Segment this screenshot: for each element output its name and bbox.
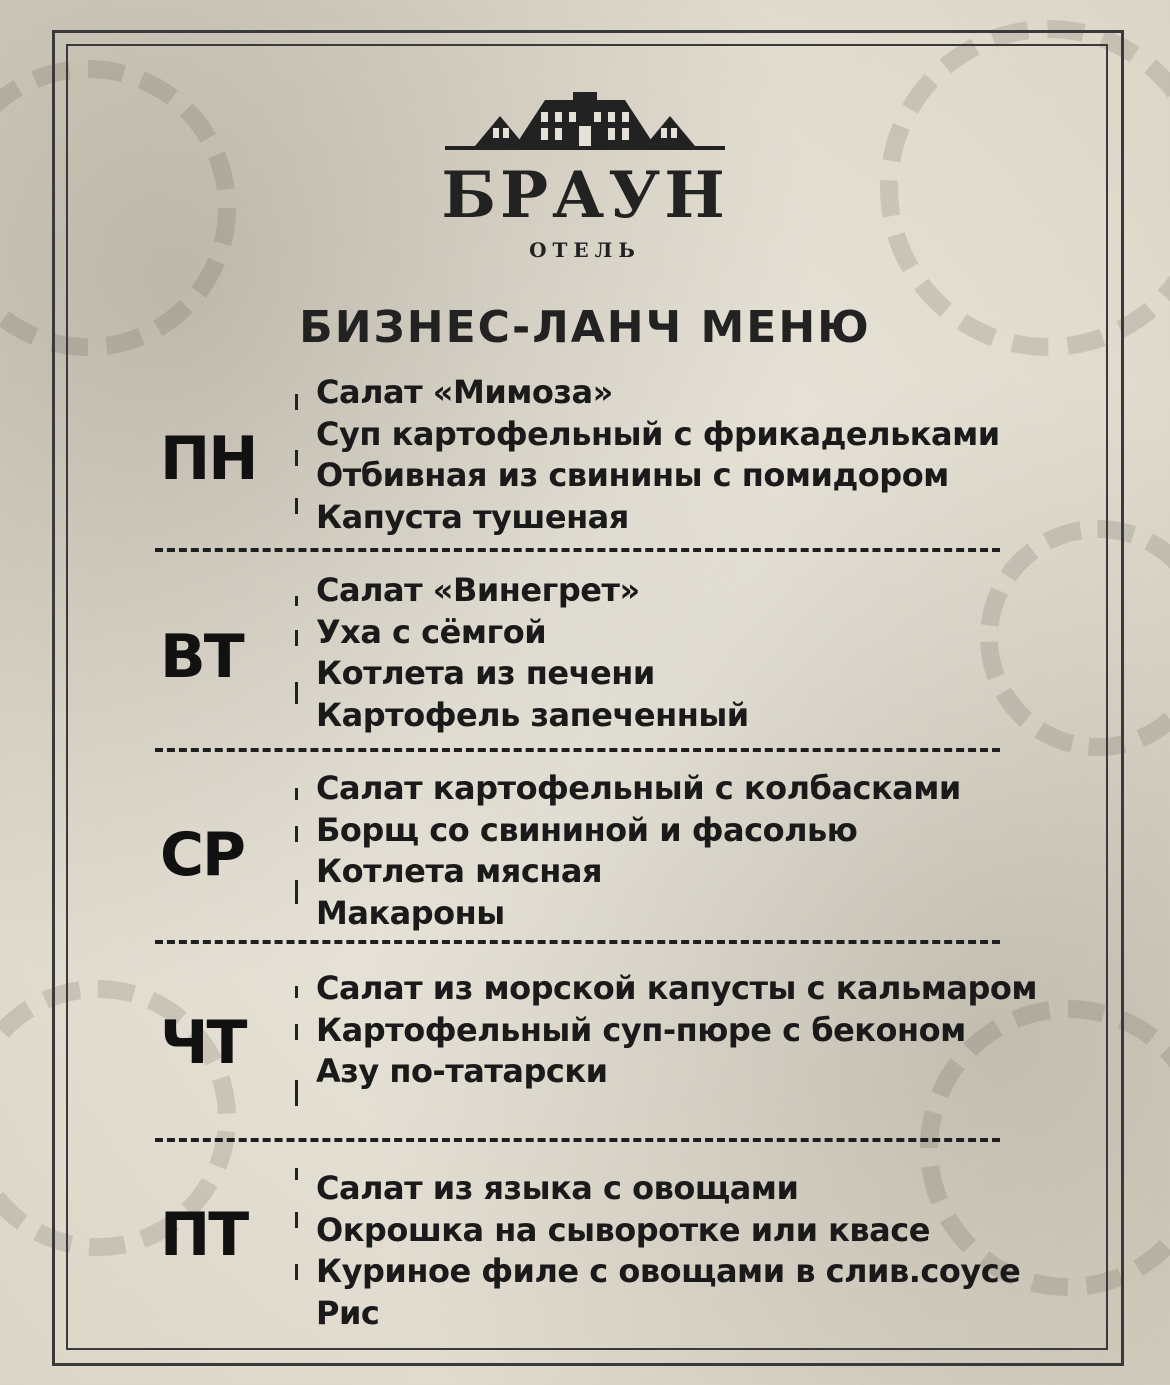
separator-tick bbox=[295, 394, 298, 410]
separator-tick bbox=[295, 596, 298, 606]
separator-tick bbox=[295, 788, 298, 800]
day-label: ПТ bbox=[160, 1200, 248, 1270]
separator-tick bbox=[295, 1024, 298, 1040]
separator-tick bbox=[295, 682, 298, 704]
day-label: ПН bbox=[160, 424, 257, 494]
dish-item: Салат «Винегрет» bbox=[316, 571, 640, 609]
dish-item: Капуста тушеная bbox=[316, 497, 629, 536]
dish-item: Котлета мясная bbox=[316, 852, 603, 890]
dish-item: Азу по-татарски bbox=[316, 1052, 608, 1090]
dish-list bbox=[316, 1168, 1020, 1334]
dashed-divider bbox=[155, 748, 1000, 752]
day-label: ВТ bbox=[160, 622, 243, 692]
dish-item: Уха с сёмгой bbox=[316, 612, 547, 651]
separator-tick bbox=[295, 1168, 298, 1180]
dish-item: Салат из языка с овощами bbox=[316, 1169, 799, 1207]
dashed-divider bbox=[155, 548, 1000, 552]
dish-item: Окрошка на сыворотке или квасе bbox=[316, 1210, 930, 1249]
dish-list bbox=[316, 372, 1000, 538]
separator-tick bbox=[295, 986, 298, 998]
separator-tick bbox=[295, 1080, 298, 1106]
dish-item: Картофельный суп-пюре с беконом bbox=[316, 1010, 966, 1049]
dish-item: Борщ со свининой и фасолью bbox=[316, 810, 858, 849]
day-label: ЧТ bbox=[160, 1008, 246, 1078]
day-label: СР bbox=[160, 820, 245, 890]
dashed-divider bbox=[155, 940, 1000, 944]
dish-item: Суп картофельный с фрикадельками bbox=[316, 414, 1000, 453]
dish-item: Отбивная из свинины с помидором bbox=[316, 456, 949, 494]
dish-item: Салат «Мимоза» bbox=[316, 373, 613, 411]
dashed-divider bbox=[155, 1138, 1000, 1142]
separator-tick bbox=[295, 1264, 298, 1280]
dish-item: Котлета из печени bbox=[316, 654, 655, 692]
brand-subtitle: ОТЕЛЬ bbox=[529, 238, 641, 262]
dish-item: Рис bbox=[316, 1293, 380, 1332]
dish-item: Куриное филе с овощами в слив.соусе bbox=[316, 1252, 1021, 1290]
menu-title: БИЗНЕС-ЛАНЧ МЕНЮ bbox=[299, 302, 871, 353]
separator-tick bbox=[295, 450, 298, 466]
dish-item: Макароны bbox=[316, 893, 505, 932]
separator-tick bbox=[295, 880, 298, 904]
separator-tick bbox=[295, 498, 298, 514]
hotel-building-icon bbox=[445, 92, 725, 154]
dish-item: Салат из морской капусты с кальмаром bbox=[316, 969, 1037, 1007]
dish-list bbox=[316, 768, 961, 934]
dish-list bbox=[316, 570, 749, 736]
dish-item: Салат картофельный с колбасками bbox=[316, 769, 961, 807]
separator-tick bbox=[295, 826, 298, 842]
dish-list bbox=[316, 968, 1037, 1093]
hotel-logo bbox=[0, 92, 1170, 262]
separator-tick bbox=[295, 1212, 298, 1228]
brand-name: БРАУН bbox=[441, 158, 729, 233]
separator-tick bbox=[295, 630, 298, 646]
dish-item: Картофель запеченный bbox=[316, 695, 749, 734]
